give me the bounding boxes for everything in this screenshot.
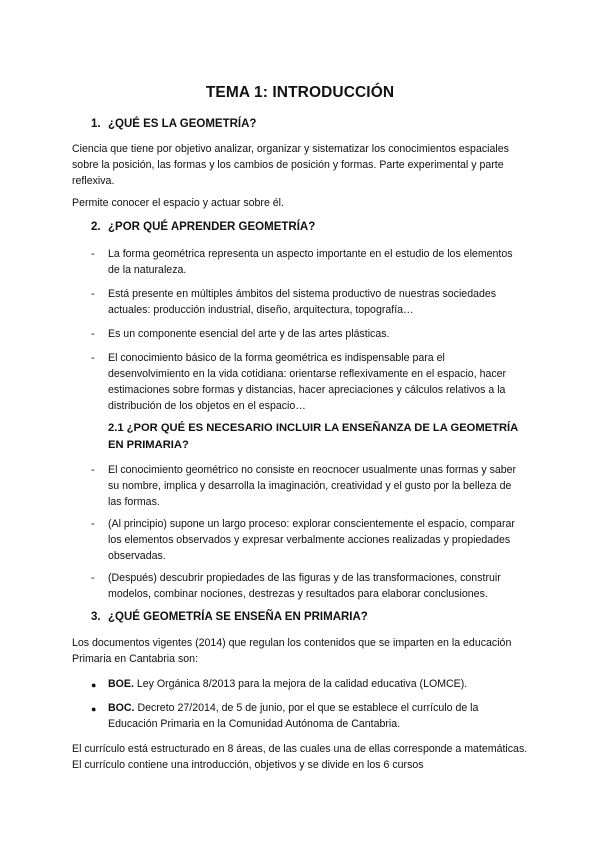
paragraph: Ciencia que tiene por objetivo analizar, organizar y sistematizar los conocimientos espaciales sobre la posición, las formas y los cambios de posición y formas. Parte experimental y parte reflexiva. xyxy=(72,143,509,187)
section-number: 2. xyxy=(91,221,101,233)
paragraph: Permite conocer el espacio y actuar sobre él. xyxy=(72,197,284,209)
dash-marker: - xyxy=(91,328,95,340)
dash-marker: - xyxy=(91,352,95,364)
section-title: ¿POR QUÉ APRENDER GEOMETRÍA? xyxy=(108,221,316,233)
section-number: 3. xyxy=(91,611,101,623)
list-item-text: (Después) descubrir propiedades de las figuras y de las transformaciones, construir modelos, combinar nociones, destrezas y resultados para elaborar conclusiones. xyxy=(108,572,501,600)
list-item-text: Está presente en múltiples ámbitos del sistema productivo de nuestras sociedades actuales: producción industrial, diseño, arquitectura, topografía… xyxy=(108,288,497,316)
section-2-heading xyxy=(91,221,315,233)
dash-marker: - xyxy=(91,248,95,260)
section-title: ¿QUÉ ES LA GEOMETRÍA? xyxy=(108,118,257,130)
bullet-marker: ● xyxy=(91,680,97,690)
list-item-text: La forma geométrica representa un aspecto importante en el estudio de los elementos de la naturaleza. xyxy=(108,248,513,276)
bullet-label: BOC. xyxy=(108,702,135,714)
dash-marker: - xyxy=(91,518,95,530)
subsection-heading: 2.1 ¿POR QUÉ ES NECESARIO INCLUIR LA ENSEÑANZA DE LA GEOMETRÍA EN PRIMARIA? xyxy=(108,422,518,451)
paragraph: El currículo está estructurado en 8 áreas, de las cuales una de ellas corresponde a matemáticas. El currículo contiene una introducción, objetivos y se divide en los 6 cursos xyxy=(72,743,528,771)
section-3-heading xyxy=(91,611,368,623)
section-number: 1. xyxy=(91,118,101,130)
list-item-text: El conocimiento geométrico no consiste en reocnocer usualmente unas formas y saber su nombre, implica y desarrolla la imaginación, creatividad y el gusto por la belleza de las formas. xyxy=(108,464,517,508)
bullet-marker: ● xyxy=(91,704,97,714)
paragraph: Los documentos vigentes (2014) que regulan los contenidos que se imparten en la educación Primaria en Cantabria son: xyxy=(72,637,512,665)
dash-marker: - xyxy=(91,572,95,584)
bullet-text: Decreto 27/2014, de 5 de junio, por el que se establece el currículo de la Educación Primaria en la Comunidad Autónoma de Cantabria. xyxy=(108,702,479,730)
list-item-text: Es un componente esencial del arte y de las artes plásticas. xyxy=(108,328,390,340)
dash-marker: - xyxy=(91,288,95,300)
bullet-text: Ley Orgánica 8/2013 para la mejora de la calidad educativa (LOMCE). xyxy=(136,678,468,690)
dash-marker: - xyxy=(91,464,95,476)
list-item-text: (Al principio) supone un largo proceso: explorar conscientemente el espacio, comparar los elementos observados y expresar verbalmente acciones realizadas y propiedades observadas. xyxy=(108,518,515,562)
section-title: ¿QUÉ GEOMETRÍA SE ENSEÑA EN PRIMARIA? xyxy=(108,611,368,623)
section-1-heading xyxy=(91,118,256,130)
bullet-label: BOE. xyxy=(108,678,134,690)
document-title: TEMA 1: INTRODUCCIÓN xyxy=(205,84,395,101)
list-item-text: El conocimiento básico de la forma geométrica es indispensable para el desenvolvimiento en la vida cotidiana: orientarse reflexivamente en el espacio, hacer estimaciones sobre formas y distancias, hacer apreciaciones y cálculos relativos a la distribución de los objetos en el espacio… xyxy=(108,352,507,412)
